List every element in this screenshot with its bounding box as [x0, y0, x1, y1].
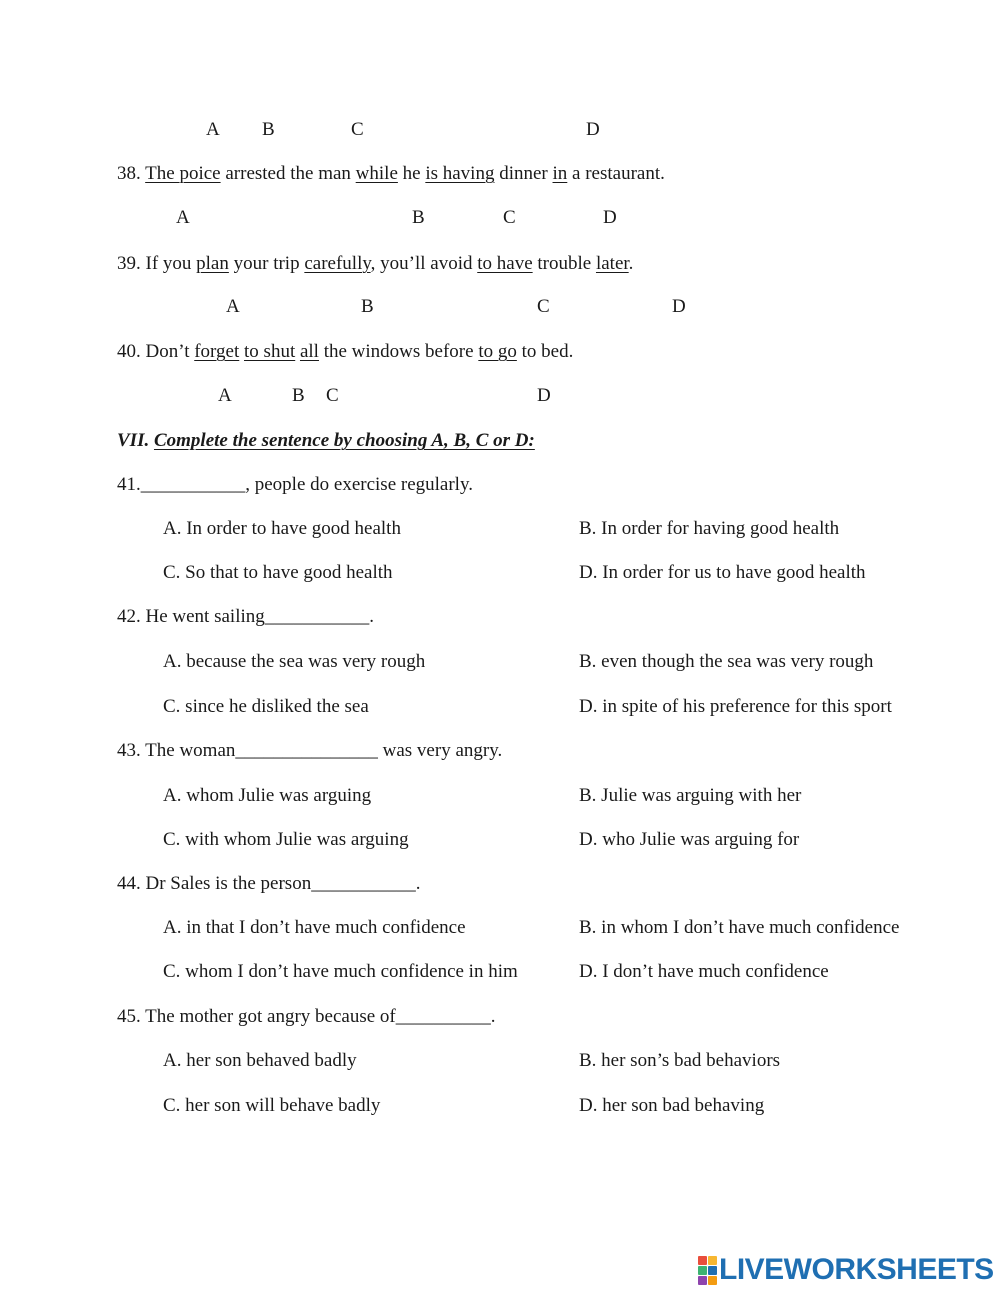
q44-option-d[interactable]: D. I don’t have much confidence — [579, 961, 829, 982]
q39-label-b: B — [361, 296, 374, 317]
q39-label-d: D — [672, 296, 686, 317]
q40-label-a: A — [218, 385, 232, 406]
q42-option-a[interactable]: A. because the sea was very rough — [163, 651, 426, 672]
q44-option-b[interactable]: B. in whom I don’t have much confidence — [579, 917, 900, 938]
logo-square — [698, 1256, 707, 1265]
underlined-b: while — [355, 163, 398, 184]
question-43-stem: 43. The woman_______________ was very angry. — [117, 740, 503, 761]
underlined-a: forget — [194, 341, 240, 362]
q38-label-b: B — [412, 207, 425, 228]
question-number: 40. — [117, 341, 141, 362]
q41-option-d[interactable]: D. In order for us to have good health — [579, 562, 866, 583]
liveworksheets-logo-icon — [698, 1256, 717, 1285]
question-44-stem: 44. Dr Sales is the person___________. — [117, 873, 421, 894]
underlined-c: to have — [477, 253, 533, 274]
q44-option-a[interactable]: A. in that I don’t have much confidence — [163, 917, 466, 938]
question-number: 38. — [117, 163, 141, 184]
underlined-a: plan — [196, 253, 229, 274]
question-38: 38. The poice arrested the man while he is having dinner in a restaurant. — [117, 163, 665, 184]
underlined-a: The poice — [145, 163, 221, 184]
brand-name: LIVEWORKSHEETS — [719, 1253, 994, 1286]
question-40: 40. Don’t forget to shut all the windows before to go to bed. — [117, 341, 574, 362]
q45-option-d[interactable]: D. her son bad behaving — [579, 1095, 765, 1116]
q41-option-a[interactable]: A. In order to have good health — [163, 518, 401, 539]
q40-label-b: B — [292, 385, 305, 406]
logo-square — [708, 1276, 717, 1285]
question-45-stem: 45. The mother got angry because of__________. — [117, 1006, 496, 1027]
q41-option-c[interactable]: C. So that to have good health — [163, 562, 393, 583]
logo-square — [708, 1256, 717, 1265]
section-heading — [117, 429, 535, 453]
underlined-c: is having — [425, 163, 495, 184]
underlined-d: to go — [478, 341, 517, 362]
q45-option-b[interactable]: B. her son’s bad behaviors — [579, 1050, 781, 1071]
underlined-b: carefully — [304, 253, 371, 274]
underlined-c: all — [299, 341, 319, 362]
question-number: 39. — [117, 253, 141, 274]
q39-label-a: A — [226, 296, 240, 317]
q44-option-c[interactable]: C. whom I don’t have much confidence in him — [163, 961, 518, 982]
q38-label-a: A — [176, 207, 190, 228]
logo-square — [698, 1276, 707, 1285]
liveworksheets-logo — [698, 1252, 994, 1288]
q40-label-d: D — [537, 385, 551, 406]
q43-option-a[interactable]: A. whom Julie was arguing — [163, 785, 372, 806]
q42-option-d[interactable]: D. in spite of his preference for this sport — [579, 696, 892, 717]
q41-option-b[interactable]: B. In order for having good health — [579, 518, 840, 539]
q45-option-c[interactable]: C. her son will behave badly — [163, 1095, 381, 1116]
logo-square — [708, 1266, 717, 1275]
q43-option-c[interactable]: C. with whom Julie was arguing — [163, 829, 409, 850]
section-title: Complete the sentence by choosing A, B, C or D: — [153, 430, 535, 451]
q37-label-b: B — [262, 119, 275, 140]
underlined-b: to shut — [244, 341, 296, 362]
underlined-d: later — [595, 253, 629, 274]
q45-option-a[interactable]: A. her son behaved badly — [163, 1050, 357, 1071]
q38-label-d: D — [603, 207, 617, 228]
q43-option-d[interactable]: D. who Julie was arguing for — [579, 829, 800, 850]
underlined-d: in — [552, 163, 568, 184]
q38-label-c: C — [503, 207, 516, 228]
section-number: VII. — [117, 430, 150, 451]
q43-option-b[interactable]: B. Julie was arguing with her — [579, 785, 802, 806]
q39-label-c: C — [537, 296, 550, 317]
q42-option-c[interactable]: C. since he disliked the sea — [163, 696, 369, 717]
q40-label-c: C — [326, 385, 339, 406]
question-41-stem: 41.___________, people do exercise regularly. — [117, 474, 473, 495]
logo-square — [698, 1266, 707, 1275]
q37-label-a: A — [206, 119, 220, 140]
q37-label-c: C — [351, 119, 364, 140]
question-39: 39. If you plan your trip carefully, you’ll avoid to have trouble later. — [117, 253, 634, 274]
q37-label-d: D — [586, 119, 600, 140]
q42-option-b[interactable]: B. even though the sea was very rough — [579, 651, 874, 672]
question-42-stem: 42. He went sailing___________. — [117, 606, 375, 627]
